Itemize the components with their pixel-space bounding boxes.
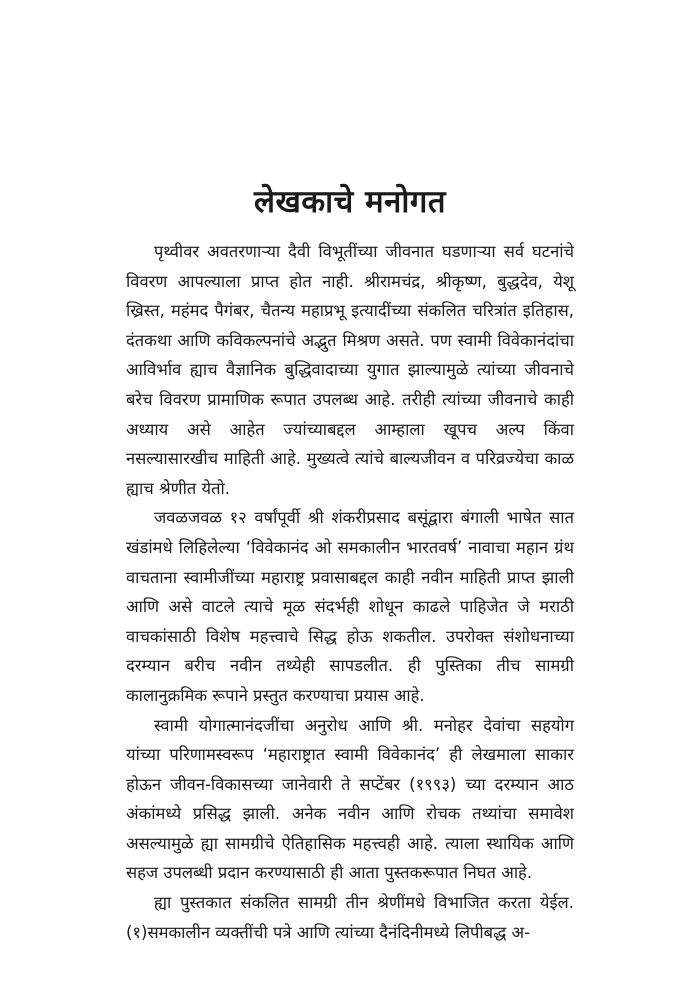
paragraph-3: स्वामी योगात्मानंदजींचा अनुरोध आणि श्री. मनोहर देवांचा सहयोग यांच्या परिणामस्वरूप ‘महाराष्ट्रात स्वामी विवेकानंद’ ही लेखमाला साकार होऊन जीवन-विकासच्या जानेवारी ते सप्टेंबर (१९९३) च्या दरम्यान आठ अंकांमध्ये प्रसिद्ध झाली. अनेक नवीन आणि रोचक तथ्यांचा समावेश असल्यामुळे ह्या सामग्रीचे ऐतिहासिक महत्त्वही आहे. त्याला स्थायिक आणि सहज उपलब्धी प्रदान करण्यासाठी ही आता पुस्तकरूपात निघत आहे. <box>126 715 574 883</box>
paragraph-1: पृथ्वीवर अवतरणाऱ्या दैवी विभूतींच्या जीवनात घडणाऱ्या सर्व घटनांचे विवरण आपल्याला प्राप्त होत नाही. श्रीरामचंद्र, श्रीकृष्ण, बुद्धदेव, येशू ख्रिस्त, महंमद पैगंबर, चैतन्य महाप्रभू इत्यादींच्या संकलित चरित्रांत इतिहास, दंतकथा आणि कविकल्पनांचे अद्भुत मिश्रण असते. पण स्वामी विवेकानंदांचा आविर्भाव ह्याच वैज्ञानिक बुद्धिवादाच्या युगात झाल्यामुळे त्यांच्या जीवनाचे बरेच विवरण प्रामाणिक रूपात उपलब्ध आहे. तरीही त्यांच्या जीवनाचे काही अध्याय असे आहेत ज्यांच्याबद्दल आम्हाला खूपच अल्प किंवा नसल्यासारखीच माहिती आहे. मुख्यत्वे त्यांचे बाल्यजीवन व परिव्रज्येचा काळ ह्याच श्रेणीत येतो. <box>126 242 574 498</box>
body-text <box>126 237 574 947</box>
paragraph-4: ह्या पुस्तकात संकलित सामग्री तीन श्रेणींमधे विभाजित करता येईल. (१)समकालीन व्यक्तींची पत्रे आणि त्यांच्या दैनंदिनीमध्ये लिपीबद्ध अ- <box>126 893 574 942</box>
page-title: लेखकाचे मनोगत <box>253 184 447 220</box>
paragraph-2: जवळजवळ १२ वर्षांपूर्वी श्री शंकरीप्रसाद बसूंद्वारा बंगाली भाषेत सात खंडांमधे लिहिलेल्या ‘विवेकानंद ओ समकालीन भारतवर्ष’ नावाचा महान ग्रंथ वाचताना स्वामीजींच्या महाराष्ट्र प्रवासाबद्दल काही नवीन माहिती प्राप्त झाली आणि असे वाटले त्याचे मूळ संदर्भही शोधून काढले पाहिजेत जे मराठी वाचकांसाठी विशेष महत्त्वाचे सिद्ध होऊ शकतील. उपरोक्त संशोधनाच्या दरम्यान बरीच नवीन तथ्येही सापडलीत. ही पुस्तिका तीच सामग्री कालानुक्रमिक रूपाने प्रस्तुत करण्याचा प्रयास आहे. <box>126 508 574 705</box>
